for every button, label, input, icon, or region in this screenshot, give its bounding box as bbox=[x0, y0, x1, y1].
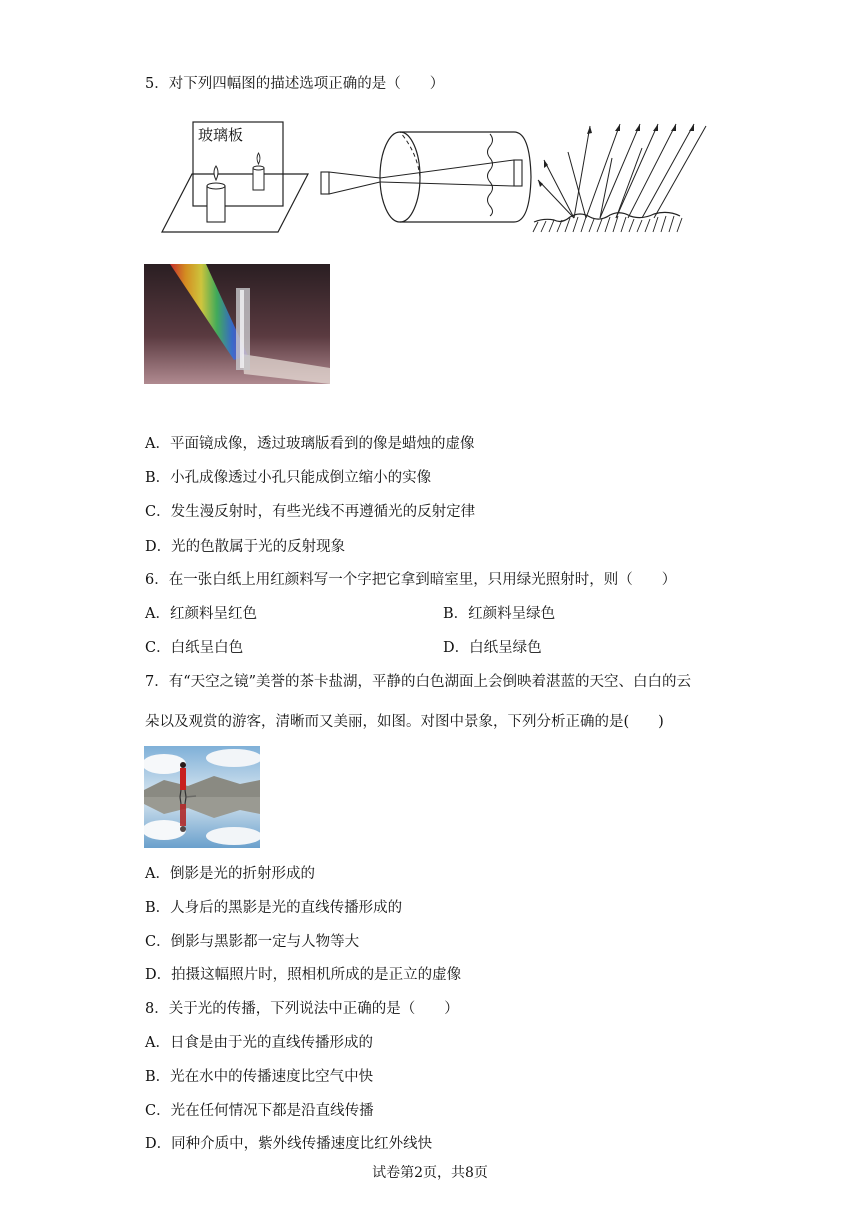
q7-stem-line2: 朵以及观赏的游客，清晰而又美丽，如图。对图中景象，下列分析正确的是( ) bbox=[145, 714, 664, 730]
q7-option-c[interactable]: C．倒影与黑影都一定与人物等大 bbox=[145, 934, 360, 950]
q5-option-c[interactable]: C．发生漫反射时，有些光线不再遵循光的反射定律 bbox=[145, 504, 476, 520]
q5-option-a[interactable]: A．平面镜成像，透过玻璃版看到的像是蜡烛的虚像 bbox=[145, 436, 475, 452]
q7-option-a[interactable]: A．倒影是光的折射形成的 bbox=[145, 866, 315, 882]
diffuse-reflection-figure bbox=[530, 118, 710, 236]
q7-stem-line1: 7．有“天空之镜”美誉的茶卡盐湖，平静的白色湖面上会倒映着湛蓝的天空、白白的云 bbox=[145, 674, 692, 690]
q8-option-a[interactable]: A．日食是由于光的直线传播形成的 bbox=[145, 1035, 373, 1051]
q8-option-b[interactable]: B．光在水中的传播速度比空气中快 bbox=[145, 1069, 374, 1085]
q8-option-c[interactable]: C．光在任何情况下都是沿直线传播 bbox=[145, 1103, 374, 1119]
q5-option-b[interactable]: B．小孔成像透过小孔只能成倒立缩小的实像 bbox=[145, 470, 432, 486]
q7-option-b[interactable]: B．人身后的黑影是光的直线传播形成的 bbox=[145, 900, 403, 916]
q5-option-d[interactable]: D．光的色散属于光的反射现象 bbox=[145, 539, 346, 555]
page-footer: 试卷第2页，共8页 bbox=[372, 1165, 488, 1181]
glass-plate-label: 玻璃板 bbox=[198, 126, 244, 144]
q8-stem: 8．关于光的传播，下列说法中正确的是（ ） bbox=[145, 1001, 459, 1017]
prism-dispersion-photo bbox=[144, 264, 330, 384]
pinhole-camera-figure bbox=[318, 130, 536, 224]
plane-mirror-figure bbox=[160, 118, 310, 236]
q6-stem: 6．在一张白纸上用红颜料写一个字把它拿到暗室里，只用绿光照射时，则（ ） bbox=[145, 572, 677, 588]
q8-option-d[interactable]: D．同种介质中，紫外线传播速度比红外线快 bbox=[145, 1136, 433, 1152]
q6-option-c[interactable]: C．白纸呈白色 bbox=[145, 640, 244, 656]
q7-option-d[interactable]: D．拍摄这幅照片时，照相机所成的是正立的虚像 bbox=[145, 967, 462, 983]
q6-option-a[interactable]: A．红颜料呈红色 bbox=[145, 606, 257, 622]
q6-option-b[interactable]: B．红颜料呈绿色 bbox=[443, 606, 556, 622]
q5-stem: 5．对下列四幅图的描述选项正确的是（ ） bbox=[145, 76, 445, 92]
q6-option-d[interactable]: D．白纸呈绿色 bbox=[443, 640, 542, 656]
salt-lake-photo bbox=[144, 746, 260, 848]
